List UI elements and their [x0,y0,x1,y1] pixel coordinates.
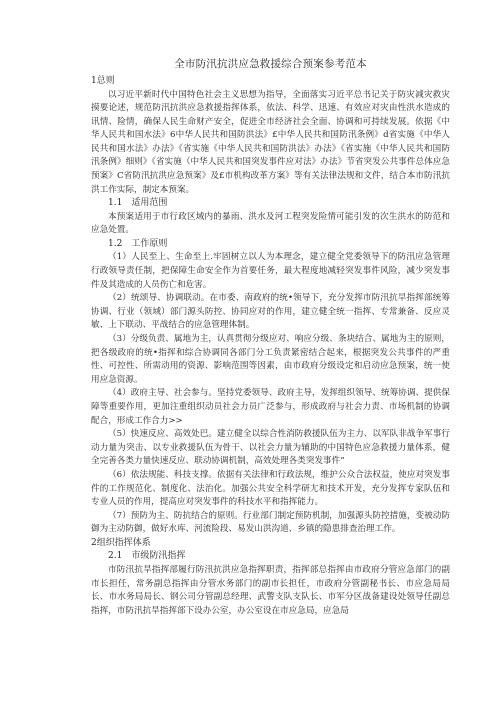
paragraph: 本预案适用于市行政区域内的暴雨、洪水及河工程突发险情可能引发的次生洪水的防范和应急处置。 [91,211,450,236]
subsection-heading: 1.1 适用范围 [108,198,168,209]
paragraph: （1）人民至上、生命至上.牢固树立以人为本理念，建立健全党委领导下的防汛应急管理行政领导责任制，把保障生命安全作为首要任务，最大程度地减轻突发事件风险，减少突发事件及其造成的人员伤亡和危害。 [91,252,450,290]
paragraph: （3）分级负责、属地为主，认真贯彻分级应对、响应分级、条块结合、属地为主的原则，把各级政府的统•指挥和综合协调同各部门分工负责紧密结合起来，根据突发公共事件的严重性、可控性、所需动用的资源、影响范围等因素，由市政府分级设定和启动应急预案，统一使用应急资源。 [91,334,450,385]
paragraph: （4）政府主导、社会参与。坚持党委领导、政府主导，发挥组织领导、统筹协调、提供保障等重要作用，更加注重组织动员社会力员广泛参与，形成政府与社会力责、市场机制的协调配合，形成工作合力>> [91,388,450,426]
document-title: 全市防汛抗洪应急救援综合预案参考范本 [174,58,367,70]
paragraph: 市防汛抗旱指挥部履行防汛抗洪应急指挥职责，指挥部总指挥由市政府分管应急部门的副市长担任，常务副总指挥由分管水务部门的副市长担任，市政府分管副秘书长、市应急局局长、市水务局局长、钢公司分管副总经理、武警支队支队长、市军分区战备建设处领导任副总指挥，市防汛抗旱指挥部下设办公室，办公室设在市应急局，应急局 [91,564,450,616]
section-heading: 2组织指挥体系 [91,537,151,548]
subsection-heading: 1.2 工作原则 [108,238,168,249]
paragraph: （2）统颂导、协调联动。在市委、南政府的统•领导下，充分发挥市防汛抗旱指挥部统筹协调、行业（领域）部门源头防控、协同应对的作用，建立健全统一指挥、专常兼备、反应灵敏、上下联动、平战结合的应急管理体制。 [91,293,450,331]
paragraph: （6）依法规能、科技支撑。依据有关法律和行政法规，维护公众合法权益，使应对突发事件的工作规范化、制度化、法治化。加强公共安全科学研尢和技术开发，充分发挥专家队伍和专业人员的作用，提高应对突发事件的科技水平和指挥能力。 [91,469,450,508]
paragraph: （7）预防为主、防抗结合的原则。行业部门制定预防机制，加强源头防控措施，变被动防御为主动防御，做好水库、河流险段、易发山洪沟道、乡镇的隐患排查治理工作。 [91,510,450,535]
section-heading: 1总则 [91,76,115,86]
subsection-heading: 2.1 市级防汛指挥 [108,551,186,562]
paragraph: 以习近平新时代中国特色社会主义思想为指导，全面落实习近平总书记关于防灾减灾救灾摸要论述，规范防汛抗洪应急救援指挥体系，依法、科学、迅速、有效应对灾由性洪水造成的讯情、险情，确保人民生命财产安全，促进全市经济社会全面、协调和可持续发展。依据《中华人民共和国水法》6中华人民共和国防洪法》£中华人民共和国防汛条例》d省实施《中华人民共和国水法》办法》《省实施《中华人民共和国防洪法》办法》《省实施《中华人民共和国防汛条例》细则》《省实施（中华人民共和国突发事件应对法》办法》节省突发公共事件总体应急预案》C省防汛抗洪应急预案》及£市机构改革方案》等有关法律法规和文件，结合本市防汛抗洪工作实际，制定本预案。 [91,89,450,195]
paragraph: （5）快速反应、高效处巴。建立健全以综合性消防救援队伍为主力、以军队非战争军事行动力量为突击、以专业救援队伍为骨干、以社会力量为辅助的中国特色应急救援力量体系，健全完善各类力量快速反应、联动协调机制，高效处理各类突发事件“ [91,429,450,467]
document-body [91,75,450,618]
